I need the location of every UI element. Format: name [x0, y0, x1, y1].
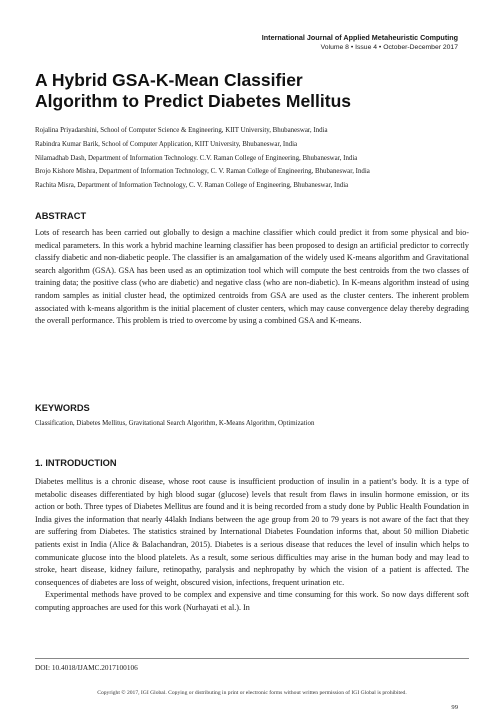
introduction-body	[35, 476, 469, 615]
author-affiliation: Nilamadhab Dash, Department of Information Technology. C.V. Raman College of Engineering, Bhubaneswar, India	[35, 154, 358, 162]
title-line-2: Algorithm to Predict Diabetes Mellitus	[35, 91, 352, 111]
introduction-heading: 1. INTRODUCTION	[35, 458, 117, 468]
keywords-list: Classification, Diabetes Mellitus, Gravitational Search Algorithm, K-Means Algorithm, Optimization	[35, 420, 315, 427]
author-affiliation: Rabindra Kumar Barik, School of Computer Application, KIIT University, Bhubaneswar, India	[35, 140, 298, 148]
author-affiliation: Rojalina Priyadarshini, School of Computer Science & Engineering, KIIT University, Bhubaneswar, India	[35, 127, 328, 134]
doi-line: DOI: 10.4018/IJAMC.2017100106	[35, 663, 138, 672]
journal-header	[262, 33, 458, 53]
abstract-text: Lots of research has been carried out globally to design a machine classifier which could predict it from some physical and bio-medical parameters. In this work a hybrid machine learning classifier has been proposed to design an artificial predictor to correctly classify diabetic and non-diabetic people. The classifier is an amalgamation of the widely used K-means algorithm and Gravitational search algorithm (GSA). GSA has been used as an optimization tool which will compute the best centroids from the two classes of training data; the positive class (who are diabetic) and negative class (who are non-diabetic). In K-means algorithm instead of using random samples as initial cluster head, the optimized centroids from GSA are used as the cluster centers. The inherent problem associated with k-means algorithm is the initial placement of cluster centers, which may cause convergence delay thereby degrading the overall performance. This problem is tried to overcome by using a combined GSA and K-means.	[35, 228, 469, 326]
keywords-heading: KEYWORDS	[35, 403, 90, 413]
copyright-notice: Copyright © 2017, IGI Global. Copying or distributing in print or electronic forms without written permission of IGI Global is prohibited.	[97, 690, 407, 696]
abstract-heading: ABSTRACT	[35, 211, 87, 221]
introduction-paragraph-1: Diabetes mellitus is a chronic disease, whose root cause is insufficient production of insulin in a patient’s body. It is a type of metabolic diseases differentiated by high blood sugar (glucose) levels that result from flaws in insulin hormone emission, or its action or both. Three types of Diabetes Mellitus are found and it is being recorded from a study done by Public Health Foundation in India gives the information that nearly 44lakh Indians between the age group from 20 to 79 years is not aware of the fact that they are suffering from Diabetes. The statistics strained by International Diabetes Foundation informs that, about 50 million Diabetic patients exist in India (Alice & Balachandran, 2015). Diabetes is a serious disease that reduces the level of insulin which helps to communicate glucose into the blood platelets. As a result, some serious difficulties may arise in the human body and may lead to stroke, heart disease, kidney failure, retinopathy, paralysis and nephropathy by which the vision of a patient is affected. The consequences of diabetes are loss of weight, obscured vision, infections, frequent urination etc.	[35, 477, 469, 587]
title-line-1: A Hybrid GSA-K-Mean Classifier	[35, 70, 303, 90]
page-number: 99	[451, 704, 458, 711]
footer-divider	[35, 658, 469, 659]
journal-name: International Journal of Applied Metaheuristic Computing	[261, 33, 458, 42]
author-affiliation: Rachita Misra, Department of Information Technology, C. V. Raman College of Engineering, Bhubaneswar, India	[35, 182, 349, 190]
journal-volume-issue: Volume 8 • Issue 4 • October-December 2017	[320, 44, 458, 51]
introduction-paragraph-2: Experimental methods have proved to be complex and expensive and time consuming for this work. So now days different soft computing approaches are used for this work (Nurhayati et al.). In	[35, 590, 469, 612]
author-list	[35, 124, 475, 193]
abstract-body	[35, 227, 469, 328]
paper-title	[35, 70, 475, 112]
author-affiliation: Brojo Kishore Mishra, Department of Information Technology, C. V. Raman College of Engineering, Bhubaneswar, India	[35, 168, 370, 176]
